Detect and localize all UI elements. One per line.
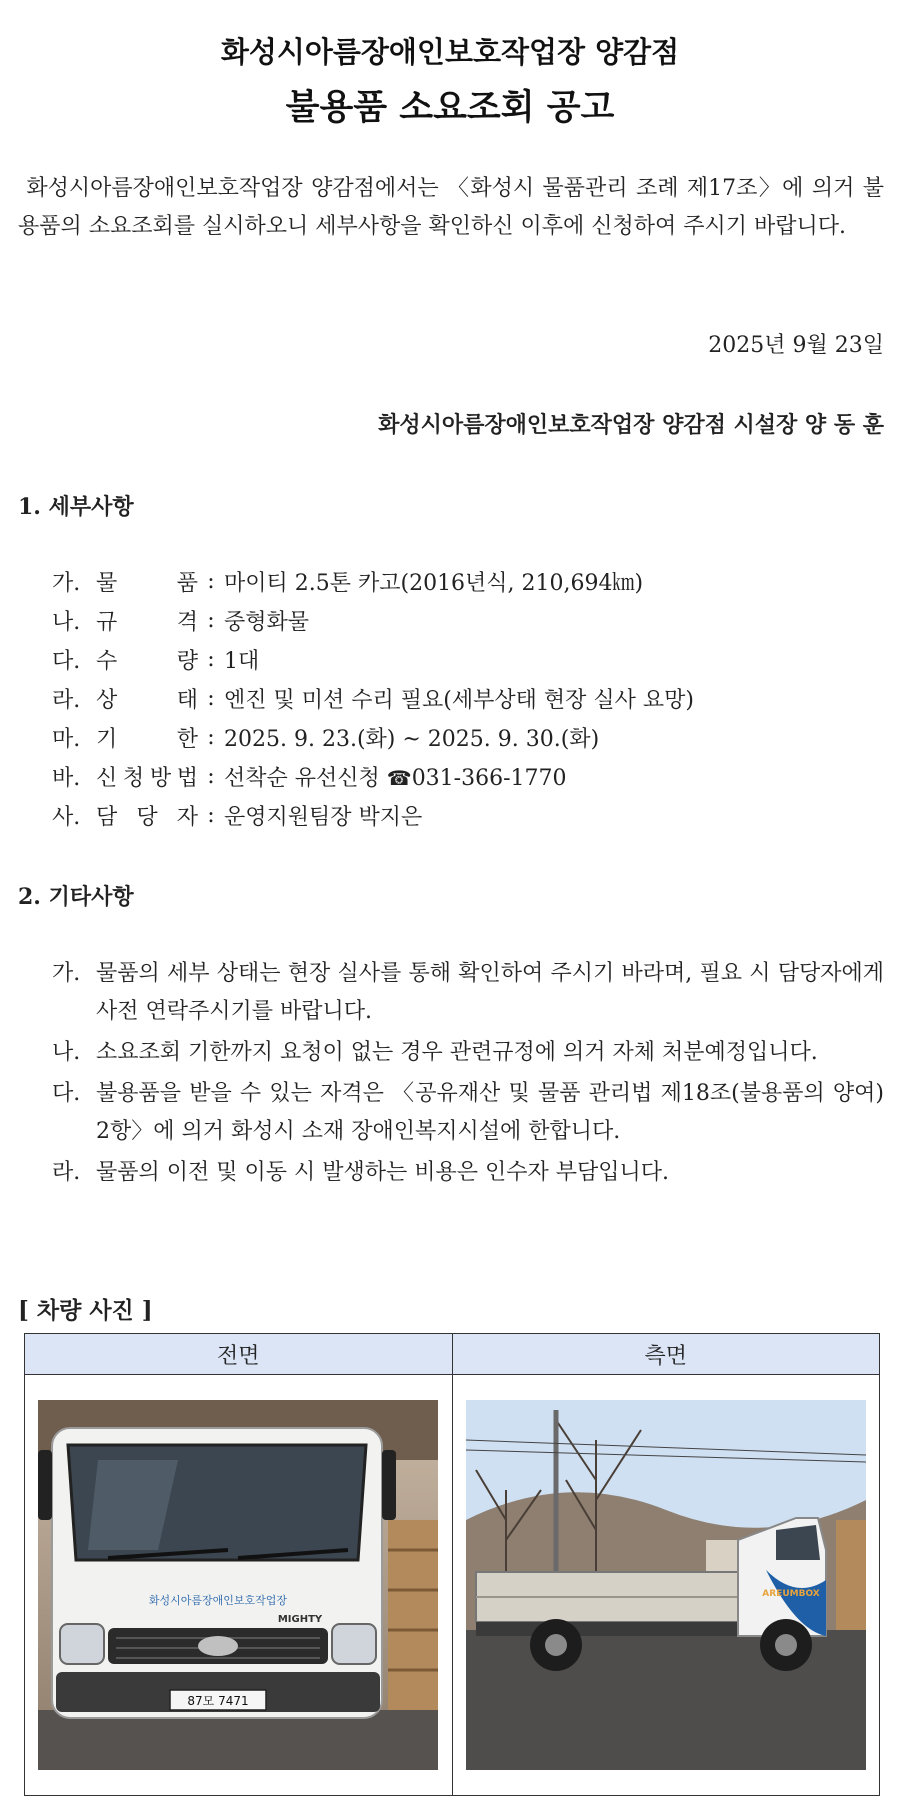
organization-title: 화성시아름장애인보호작업장 양감점 bbox=[220, 35, 680, 69]
license-plate: 87모 7471 bbox=[187, 1694, 249, 1708]
label-char: 물 bbox=[96, 571, 118, 596]
label-char: 상 bbox=[96, 688, 118, 713]
signature: 화성시아름장애인보호작업장 양감점 시설장 양 동 훈 bbox=[378, 412, 884, 438]
detail-row-period bbox=[52, 718, 694, 757]
phone-icon: ☎ bbox=[386, 766, 412, 790]
detail-mark: 라. bbox=[52, 688, 81, 713]
note-mark: 다. bbox=[52, 1081, 81, 1106]
note-text: 소요조회 기한까지 요청이 없는 경우 관련규정에 의거 자체 처분예정입니다. bbox=[96, 1040, 818, 1065]
note-item bbox=[52, 1075, 884, 1151]
vehicle-photos-table bbox=[24, 1333, 880, 1796]
detail-label bbox=[96, 683, 198, 714]
detail-value-item: 마이티 2.5톤 카고(2016년식, 210,694㎞) bbox=[224, 571, 644, 596]
truck-side-photo bbox=[466, 1400, 866, 1770]
section2-heading: 2. 기타사항 bbox=[18, 884, 134, 910]
note-mark: 라. bbox=[52, 1160, 81, 1185]
detail-row-contact bbox=[52, 796, 694, 835]
detail-value-quantity: 1대 bbox=[224, 649, 260, 674]
label-char: 당 bbox=[136, 805, 158, 830]
label-char: 신 bbox=[96, 766, 118, 791]
detail-label bbox=[96, 800, 198, 831]
label-char: 담 bbox=[96, 805, 118, 830]
detail-colon: : bbox=[207, 686, 215, 711]
detail-mark: 나. bbox=[52, 610, 81, 635]
label-char: 법 bbox=[176, 766, 198, 791]
label-char: 규 bbox=[96, 610, 118, 635]
truck-front-text: 화성시아름장애인보호작업장 bbox=[149, 1594, 288, 1607]
method-text: 선착순 유선신청 bbox=[224, 766, 380, 791]
note-item bbox=[52, 1154, 884, 1192]
detail-value-contact: 운영지원팀장 박지은 bbox=[224, 805, 423, 830]
detail-row-item bbox=[52, 562, 694, 601]
detail-row-spec bbox=[52, 601, 694, 640]
detail-colon: : bbox=[207, 569, 215, 594]
label-char: 태 bbox=[176, 688, 198, 713]
detail-label bbox=[96, 566, 198, 597]
truck-model-badge: MIGHTY bbox=[278, 1614, 323, 1625]
label-char: 한 bbox=[176, 727, 198, 752]
intro-paragraph bbox=[18, 170, 884, 246]
label-char: 품 bbox=[176, 571, 198, 596]
section1-heading: 1. 세부사항 bbox=[18, 494, 134, 520]
detail-colon: : bbox=[207, 725, 215, 750]
note-mark: 나. bbox=[52, 1040, 81, 1065]
detail-mark: 가. bbox=[52, 571, 81, 596]
detail-mark: 사. bbox=[52, 805, 81, 830]
front-photo-cell bbox=[25, 1375, 453, 1796]
detail-value-spec: 중형화물 bbox=[224, 610, 310, 635]
label-char: 수 bbox=[96, 649, 118, 674]
label-char: 격 bbox=[176, 610, 198, 635]
note-text: 물품의 이전 및 이동 시 발생하는 비용은 인수자 부담입니다. bbox=[96, 1160, 669, 1185]
detail-label bbox=[96, 644, 198, 675]
side-header: 측면 bbox=[452, 1334, 880, 1375]
label-char: 기 bbox=[96, 727, 118, 752]
detail-colon: : bbox=[207, 608, 215, 633]
note-text: 물품의 세부 상태는 현장 실사를 통해 확인하여 주시기 바라며, 필요 시 담당자에게 사전 연락주시기를 바랍니다. bbox=[96, 961, 884, 1024]
detail-colon: : bbox=[207, 803, 215, 828]
detail-label bbox=[96, 605, 198, 636]
label-char: 자 bbox=[176, 805, 198, 830]
detail-value-method bbox=[224, 761, 567, 792]
detail-row-condition bbox=[52, 679, 694, 718]
label-char: 량 bbox=[176, 649, 198, 674]
vehicle-photos-heading: [ 차량 사진 ] bbox=[18, 1297, 153, 1324]
intro-text: 화성시아름장애인보호작업장 양감점에서는 〈화성시 물품관리 조례 제17조〉에 의거 불용품의 소요조회를 실시하오니 세부사항을 확인하신 이후에 신청하여 주시기 바랍니다. bbox=[18, 176, 884, 239]
other-notes-list bbox=[52, 955, 884, 1192]
detail-label bbox=[96, 761, 198, 792]
note-mark: 가. bbox=[52, 961, 81, 986]
label-char: 청 bbox=[122, 766, 145, 791]
note-text: 불용품을 받을 수 있는 자격은 〈공유재산 및 물품 관리법 제18조(불용품의 양여) 2항〉에 의거 화성시 소재 장애인복지시설에 한합니다. bbox=[96, 1081, 884, 1144]
detail-value-condition: 엔진 및 미션 수리 필요(세부상태 현장 실사 요망) bbox=[224, 688, 694, 713]
detail-mark: 다. bbox=[52, 649, 81, 674]
detail-value-period: 2025. 9. 23.(화) ~ 2025. 9. 30.(화) bbox=[224, 727, 600, 752]
detail-mark: 바. bbox=[52, 766, 81, 791]
phone-number: 031-366-1770 bbox=[411, 766, 567, 791]
note-item bbox=[52, 955, 884, 1031]
detail-label bbox=[96, 722, 198, 753]
label-char: 방 bbox=[149, 766, 172, 791]
detail-row-method bbox=[52, 757, 694, 796]
detail-row-quantity bbox=[52, 640, 694, 679]
detail-colon: : bbox=[207, 764, 215, 789]
notice-date: 2025년 9월 23일 bbox=[708, 333, 884, 358]
front-header: 전면 bbox=[25, 1334, 453, 1375]
side-photo-cell bbox=[452, 1375, 880, 1796]
note-item bbox=[52, 1034, 884, 1072]
detail-colon: : bbox=[207, 647, 215, 672]
truck-front-photo bbox=[38, 1400, 438, 1770]
detail-mark: 마. bbox=[52, 727, 81, 752]
details-list bbox=[52, 562, 694, 835]
notice-title: 불용품 소요조회 공고 bbox=[285, 88, 615, 128]
side-door-text: AREUMBOX bbox=[762, 1589, 820, 1599]
